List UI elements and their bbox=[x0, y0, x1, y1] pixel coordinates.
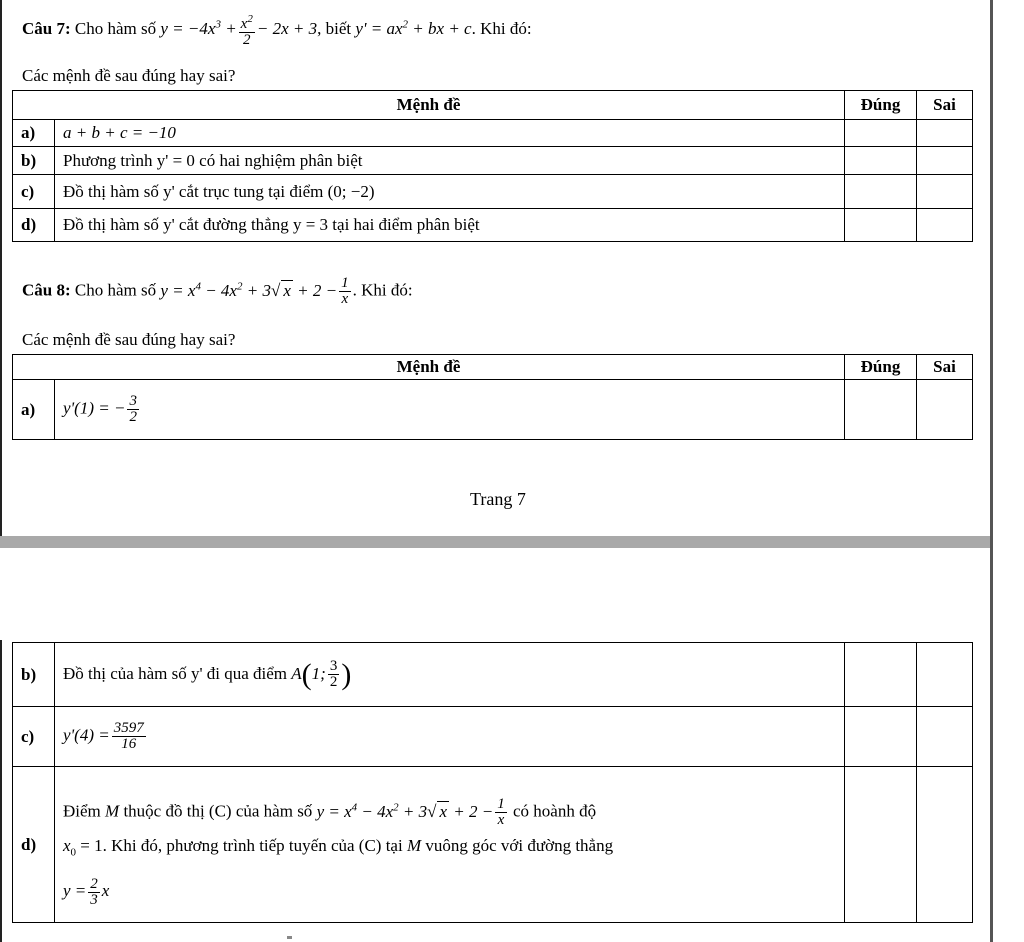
table-row bbox=[13, 707, 973, 767]
q8-title bbox=[22, 276, 413, 307]
header-true: Đúng bbox=[845, 355, 917, 380]
row-label: d) bbox=[13, 209, 55, 242]
answer-false-cell[interactable] bbox=[917, 147, 973, 175]
bottom-mark bbox=[287, 936, 292, 939]
table-row bbox=[13, 380, 973, 440]
q7-function: $y = -4x^3$ + $\frac{x^2}{2}$ − 2x + 3 bbox=[160, 13, 318, 48]
right-gutter bbox=[993, 0, 1024, 942]
q7-derivative: $y' = ax^2$ + bx + c bbox=[355, 18, 472, 38]
row-d-line3: y = $\frac{2}{3}$ x bbox=[63, 875, 110, 908]
q8-intro: Cho hàm số bbox=[74, 280, 157, 300]
row-d-line1: Điểm M thuộc đồ thị (C) của hàm số $y = x^4 - 4x^2 + 3√$ x + 2 − $\frac{1}{x}$ có hoành độ bbox=[63, 796, 597, 829]
q8-table-header bbox=[13, 355, 973, 380]
row-statement bbox=[55, 767, 845, 923]
table-row bbox=[13, 120, 973, 147]
row-statement: y'(1) = − $\frac{3}{2}$ bbox=[55, 380, 845, 440]
q8-table-part2 bbox=[12, 642, 973, 923]
header-false: Sai bbox=[917, 91, 973, 120]
answer-true-cell[interactable] bbox=[845, 767, 917, 923]
row-statement: Đồ thị hàm số y' cắt đường thẳng y = 3 tại hai điểm phân biệt bbox=[55, 209, 845, 242]
row-label: b) bbox=[13, 147, 55, 175]
answer-false-cell[interactable] bbox=[917, 209, 973, 242]
q8-then: . Khi đó: bbox=[352, 280, 413, 300]
row-statement: y'(4) = $\frac{3597}{16}$ bbox=[55, 707, 845, 767]
q7-prompt: Các mệnh đề sau đúng hay sai? bbox=[22, 66, 236, 85]
page-left-border bbox=[0, 0, 2, 942]
page-gap bbox=[0, 548, 990, 640]
q8-table-part1 bbox=[12, 354, 973, 440]
answer-true-cell[interactable] bbox=[845, 147, 917, 175]
header-statement: Mệnh đề bbox=[13, 91, 845, 120]
q8-function: $y = x^4 - 4x^2 + 3√$ x + 2 − $\frac{1}{x}$ bbox=[160, 275, 349, 308]
row-label: c) bbox=[13, 175, 55, 209]
answer-false-cell[interactable] bbox=[917, 380, 973, 440]
answer-true-cell[interactable] bbox=[845, 380, 917, 440]
q7-known: , biết bbox=[317, 18, 352, 38]
answer-true-cell[interactable] bbox=[845, 707, 917, 767]
q7-then: . Khi đó: bbox=[471, 18, 532, 38]
q7-label: Câu 7: bbox=[22, 18, 71, 38]
q7-table-header bbox=[13, 91, 973, 120]
page-separator bbox=[0, 536, 990, 548]
row-label: a) bbox=[13, 380, 55, 440]
table-row bbox=[13, 767, 973, 923]
answer-false-cell[interactable] bbox=[917, 175, 973, 209]
row-statement: Phương trình y' = 0 có hai nghiệm phân biệt bbox=[55, 147, 845, 175]
table-row bbox=[13, 643, 973, 707]
q7-table bbox=[12, 90, 973, 242]
row-statement: Đồ thị hàm số y' cắt trục tung tại điểm (0; −2) bbox=[55, 175, 845, 209]
answer-true-cell[interactable] bbox=[845, 643, 917, 707]
row-label: b) bbox=[13, 643, 55, 707]
answer-true-cell[interactable] bbox=[845, 209, 917, 242]
row-label: c) bbox=[13, 707, 55, 767]
answer-true-cell[interactable] bbox=[845, 120, 917, 147]
page-number: Trang 7 bbox=[470, 489, 526, 509]
answer-true-cell[interactable] bbox=[845, 175, 917, 209]
answer-false-cell[interactable] bbox=[917, 707, 973, 767]
header-true: Đúng bbox=[845, 91, 917, 120]
row-d-line2: $x_0 = 1$. Khi đó, phương trình tiếp tuyến của (C) tại M vuông góc với đường thẳng bbox=[63, 835, 614, 859]
answer-false-cell[interactable] bbox=[917, 643, 973, 707]
row-statement: Đồ thị của hàm số y' đi qua điểm A(1; $\frac{3}{2}$ ) bbox=[55, 643, 845, 707]
header-statement: Mệnh đề bbox=[13, 355, 845, 380]
answer-false-cell[interactable] bbox=[917, 120, 973, 147]
q8-prompt: Các mệnh đề sau đúng hay sai? bbox=[22, 330, 236, 349]
row-label: d) bbox=[13, 767, 55, 923]
q7-intro: Cho hàm số bbox=[74, 18, 157, 38]
table-row bbox=[13, 147, 973, 175]
row-label: a) bbox=[13, 120, 55, 147]
table-row bbox=[13, 175, 973, 209]
table-row bbox=[13, 209, 973, 242]
q7-title bbox=[22, 12, 532, 48]
row-statement: a + b + c = −10 bbox=[55, 120, 845, 147]
q8-label: Câu 8: bbox=[22, 280, 71, 300]
header-false: Sai bbox=[917, 355, 973, 380]
answer-false-cell[interactable] bbox=[917, 767, 973, 923]
